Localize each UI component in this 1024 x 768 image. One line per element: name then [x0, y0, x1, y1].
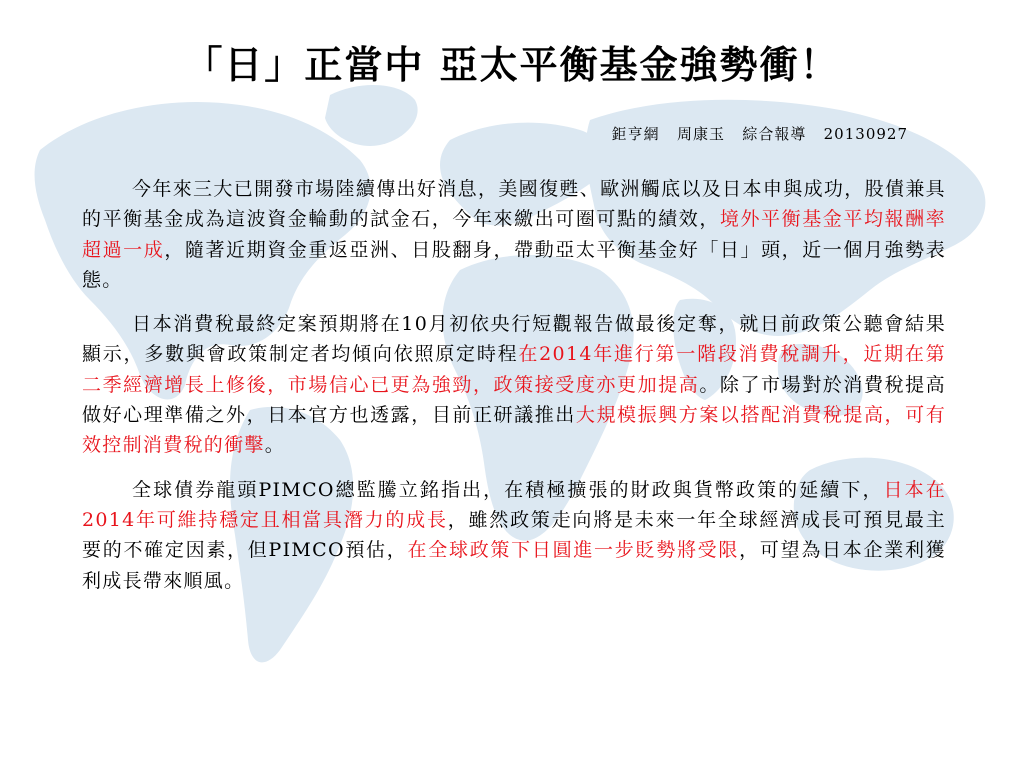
text-run: 全球債券龍頭PIMCO總監騰立銘指出，在積極擴張的財政與貨幣政策的延續下，: [132, 478, 884, 501]
byline-author: 周康玉: [676, 125, 725, 143]
text-run: 。除了市場對於消費稅提高做好心理準備之外，日本官方也透露，目前正研議推出: [82, 373, 946, 427]
highlighted-text: 境外平衡基金平均報酬率超過一成: [82, 208, 946, 261]
text-run: ，雖然政策走向將是未來一年全球經濟成長可預見最主要的不確定因素，但PIMCO預估，: [82, 508, 946, 562]
text-run: ，可望為日本企業利獲利成長帶來順風。: [82, 539, 946, 592]
highlighted-text: 在全球政策下日圓進一步貶勢將受限: [407, 539, 740, 562]
text-run: 日本消費稅最終定案預期將在10月初依央行短觀報告做最後定奪，就日前政策公聽會結果顯示，多數與會政策制定者均傾向依照原定時程: [82, 313, 946, 366]
byline-section: 綜合報導: [742, 125, 807, 143]
text-run: ，隨著近期資金重返亞洲、日股翻身，帶動亞太平衡基金好「日」頭，近一個月強勢表態。: [82, 238, 946, 291]
paragraph-3: [82, 475, 946, 596]
text-run: 今年來三大已開發市場陸續傳出好消息，美國復甦、歐洲觸底以及日本申與成功，股債兼具的平衡基金成為這波資金輪動的試金石，今年來繳出可圈可點的績效，: [82, 178, 946, 231]
highlighted-text: 在2014年進行第一階段消費稅調升，近期在第二季經濟增長上修後，市場信心已更為強勁，政策接受度亦更加提高: [82, 343, 946, 396]
paragraph-2: [82, 309, 946, 460]
greenland-shape: [325, 85, 418, 146]
byline-date: 20130927: [823, 125, 908, 143]
byline: [612, 123, 908, 144]
byline-source: 鉅亨網: [611, 125, 660, 143]
text-run: 。: [264, 434, 286, 457]
highlighted-text: 大規模振興方案以搭配消費稅提高，可有效控制消費稅的衝擊: [82, 404, 946, 457]
paragraph-1: [82, 174, 946, 295]
highlighted-text: 日本在2014年可維持穩定且相當具潛力的成長: [82, 478, 946, 531]
article-body: [82, 174, 946, 610]
article-title: 「日」正當中 亞太平衡基金強勢衝！: [184, 42, 840, 87]
